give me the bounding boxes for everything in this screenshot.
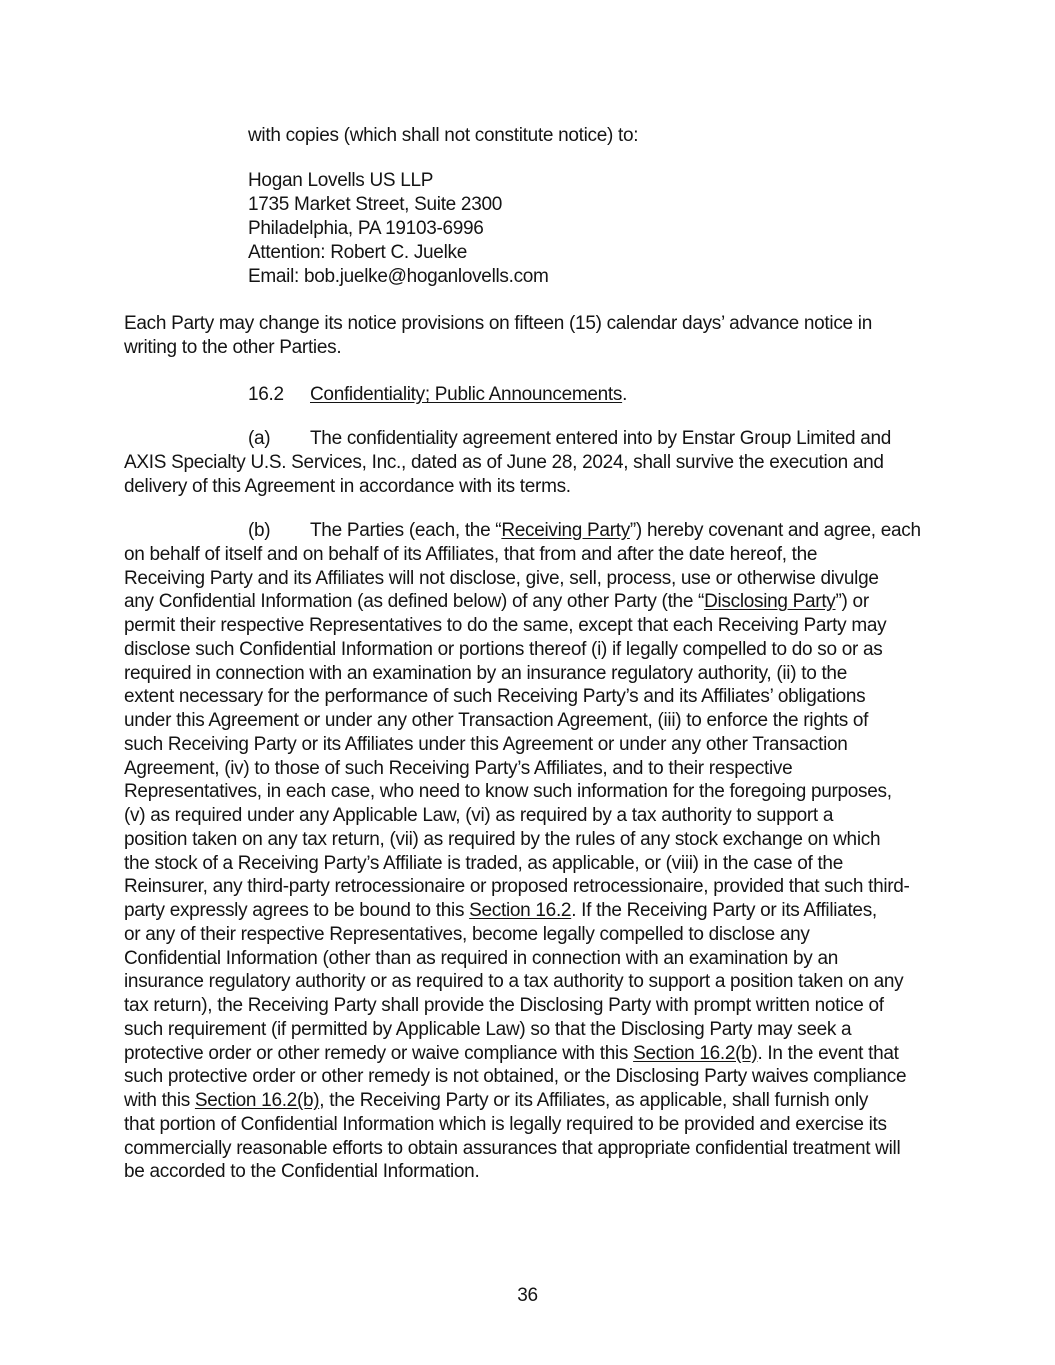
text-line: be accorded to the Confidential Information. <box>124 1161 480 1183</box>
text-line: delivery of this Agreement in accordance with its terms. <box>124 476 571 497</box>
defined-term-disclosing-party: Disclosing Party <box>704 591 836 613</box>
text-line: AXIS Specialty U.S. Services, Inc., dated as of June 28, 2024, shall survive the execution and <box>124 452 884 473</box>
defined-term-receiving-party: Receiving Party <box>501 520 630 541</box>
address-email: Email: bob.juelke@hoganlovells.com <box>248 266 549 287</box>
text-line: under this Agreement or under any other Transaction Agreement, (iii) to enforce the rights of <box>124 710 869 731</box>
paragraph-b <box>124 519 936 1184</box>
text-line: Reinsurer, any third-party retrocessionaire or proposed retrocessionaire, provided that such third- <box>124 876 910 898</box>
paragraph-label: (a) <box>248 428 271 449</box>
text-line: disclose such Confidential Information or portions thereof (i) if legally compelled to do so or as <box>124 638 883 660</box>
text-line: (a) The confidentiality agreement entered into by Enstar Group Limited and <box>248 428 892 449</box>
notice-change-paragraph <box>124 312 934 360</box>
section-reference-link[interactable]: Section 16.2 <box>469 900 572 921</box>
address-firm: Hogan Lovells US LLP <box>248 170 434 191</box>
text-line: the stock of a Receiving Party’s Affiliate is traded, as applicable, or (viii) in the case of the <box>124 852 843 874</box>
section-heading <box>248 383 627 407</box>
text-line: insurance regulatory authority or as required to a tax authority to support a position taken on any <box>124 971 904 993</box>
paragraph-label: (b) <box>248 520 271 541</box>
text-line: required in connection with an examination by an insurance regulatory authority, (ii) to the <box>124 662 847 684</box>
text-line: commercially reasonable efforts to obtain assurances that appropriate confidential treatment will <box>124 1137 901 1159</box>
address-street: 1735 Market Street, Suite 2300 <box>248 194 502 215</box>
text-line: protective order or other remedy or waive compliance with this Section 16.2(b). In the event that <box>124 1042 899 1064</box>
paragraph-a <box>124 427 936 499</box>
text-line: (v) as required under any Applicable Law, (vi) as required by a tax authority to support a <box>124 805 834 826</box>
text-line: permit their respective Representatives to do the same, except that each Receiving Party may <box>124 615 887 636</box>
address-attention: Attention: Robert C. Juelke <box>248 242 467 263</box>
copies-line: with copies (which shall not constitute notice) to: <box>248 125 639 146</box>
section-reference-link[interactable]: Section 16.2(b) <box>633 1042 758 1064</box>
text-line: with this Section 16.2(b), the Receiving Party or its Affiliates, as applicable, shall furnish only <box>124 1090 869 1111</box>
text-line: extent necessary for the performance of such Receiving Party’s and its Affiliates’ obligations <box>124 686 866 708</box>
text-line: position taken on any tax return, (vii) as required by the rules of any stock exchange on which <box>124 828 881 850</box>
section-title-period: . <box>622 384 628 405</box>
text-line: or any of their respective Representatives, become legally compelled to disclose any <box>124 923 810 945</box>
address-city: Philadelphia, PA 19103-6996 <box>248 218 484 239</box>
section-reference-link[interactable]: Section 16.2(b) <box>194 1090 320 1111</box>
text-line: Each Party may change its notice provisions on fifteen (15) calendar days’ advance notice in <box>124 313 872 334</box>
text-line: such Receiving Party or its Affiliates under this Agreement or under any other Transaction <box>124 733 848 755</box>
text-line: Agreement, (iv) to those of such Receiving Party’s Affiliates, and to their respective <box>124 757 793 779</box>
text-line: party expressly agrees to be bound to this Section 16.2. If the Receiving Party or its Affiliates, <box>124 900 877 921</box>
text-line: (b) The Parties (each, the “Receiving Party”) hereby covenant and agree, each <box>248 520 921 541</box>
section-title: Confidentiality; Public Announcements <box>310 384 623 405</box>
page-number: 36 <box>517 1285 538 1306</box>
text-line: any Confidential Information (as defined below) of any other Party (the “Disclosing Party”) or <box>124 591 869 613</box>
text-line: writing to the other Parties. <box>124 337 342 358</box>
text-line: such protective order or other remedy is not obtained, or the Disclosing Party waives compliance <box>124 1066 907 1088</box>
text-line: such requirement (if permitted by Applicable Law) so that the Disclosing Party may seek a <box>124 1018 852 1040</box>
text-line: Receiving Party and its Affiliates will not disclose, give, sell, process, use or otherwise divulge <box>124 567 879 589</box>
address-block <box>248 169 549 289</box>
text-line: tax return), the Receiving Party shall provide the Disclosing Party with prompt written notice of <box>124 995 884 1016</box>
text-line: Representatives, in each case, who need to know such information for the foregoing purposes, <box>124 781 892 803</box>
text-line: Confidential Information (other than as required in connection with an examination by an <box>124 947 838 969</box>
text-line: on behalf of itself and on behalf of its Affiliates, that from and after the date hereof, the <box>124 543 818 565</box>
section-number: 16.2 <box>248 384 284 405</box>
text-line: that portion of Confidential Information which is legally required to be provided and exercise its <box>124 1113 887 1135</box>
